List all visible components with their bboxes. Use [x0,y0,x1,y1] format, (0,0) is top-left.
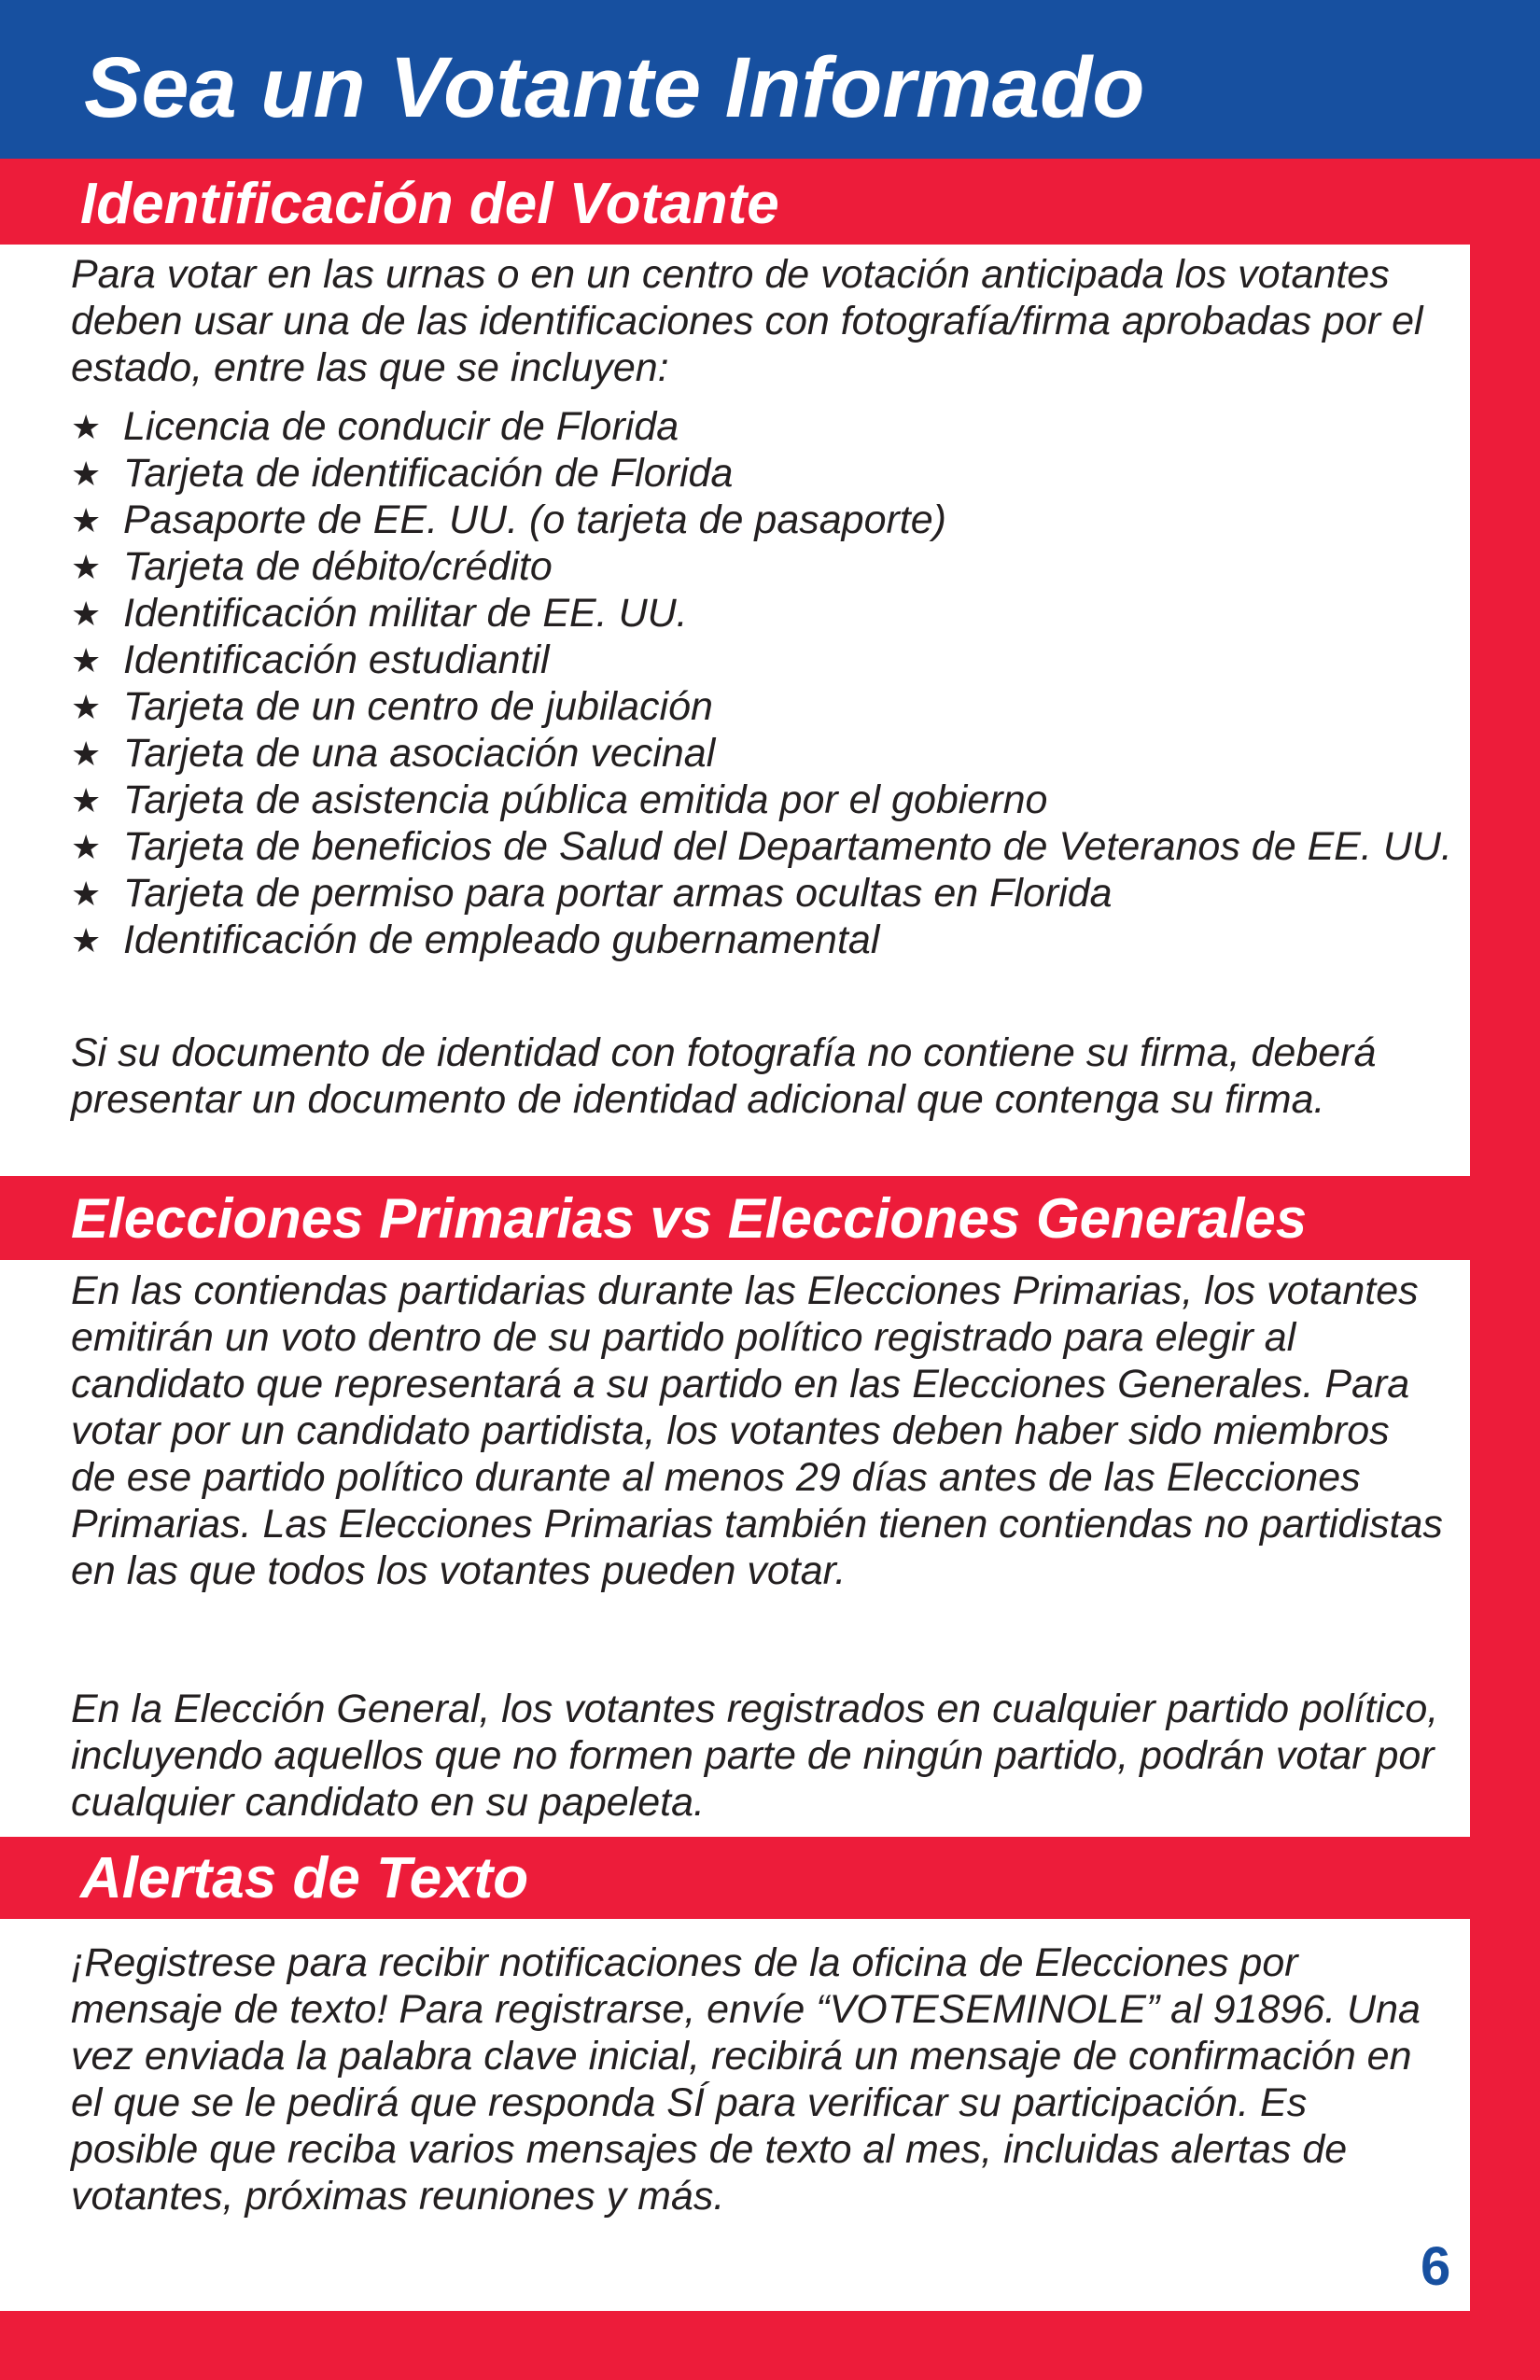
page-number: 6 [1421,2236,1451,2297]
star-icon: ★ [71,781,102,819]
list-item [71,590,1452,637]
alerts-paragraph: ¡Registrese para recibir notificaciones de la oficina de Elecciones por mensaje de texto! Para registrarse, envíe “VOTESEMINOLE” al 91896. Una vez enviada la palabra clave inicial, recibirá un mensaje de confirmación en el que se le pedirá que responda SÍ para verificar su participación. Es posible que reciba varios mensajes de texto al mes, incluidas alertas de votantes, próximas reuniones y más. [71,1940,1421,2219]
section-title-primaries: Elecciones Primarias vs Elecciones Generales [71,1187,1308,1250]
list-item-label: Tarjeta de débito/crédito [123,544,553,589]
list-item-label: Identificación militar de EE. UU. [123,591,688,636]
list-item-label: Tarjeta de identificación de Florida [123,451,734,496]
header-banner [0,0,1540,159]
star-icon: ★ [71,548,102,586]
list-item-label: Identificación de empleado gubernamental [123,917,880,962]
list-item-label: Tarjeta de beneficios de Salud del Departamento de Veteranos de EE. UU. [123,824,1452,869]
star-icon: ★ [71,455,102,493]
list-item [71,730,1452,777]
list-item [71,823,1452,870]
page-title: Sea un Votante Informado [84,40,1145,135]
list-item [71,917,1452,963]
list-item [71,403,1452,450]
section-title-voter-id: Identificación del Votante [80,172,779,236]
star-icon: ★ [71,408,102,446]
list-item-label: Pasaporte de EE. UU. (o tarjeta de pasaporte) [123,497,946,542]
list-item-label: Tarjeta de permiso para portar armas ocultas en Florida [123,871,1113,916]
primaries-paragraph-1: En las contiendas partidarias durante las Elecciones Primarias, los votantes emitirán un voto dentro de su partido político registrado para elegir al candidato que representará a su partido en las Elecciones Generales. Para votar por un candidato partidista, los votantes deben haber sido miembros de ese partido político durante al menos 29 días antes de las Elecciones Primarias. Las Elecciones Primarias también tienen contiendas no partidistas en las que todos los votantes pueden votar. [71,1268,1443,1593]
section-title-alerts: Alertas de Texto [80,1846,529,1911]
list-item [71,777,1452,823]
voter-id-note: Si su documento de identidad con fotografía no contiene su firma, deberá presentar un documento de identidad adicional que contenga su firma. [71,1030,1377,1122]
list-item [71,450,1452,497]
list-item-label: Licencia de conducir de Florida [123,404,679,449]
list-item-label: Tarjeta de asistencia pública emitida por el gobierno [123,777,1048,822]
star-icon: ★ [71,688,102,726]
list-item-label: Tarjeta de un centro de jubilación [123,684,713,729]
list-item [71,637,1452,683]
voter-id-intro: Para votar en las urnas o en un centro de votación anticipada los votantes deben usar una de las identificaciones con fotografía/firma aprobadas por el estado, entre las que se incluyen: [71,252,1423,390]
star-icon: ★ [71,595,102,633]
star-icon: ★ [71,641,102,679]
list-item-label: Tarjeta de una asociación vecinal [123,731,716,776]
list-item [71,683,1452,730]
star-icon: ★ [71,828,102,866]
star-icon: ★ [71,921,102,959]
list-item [71,870,1452,917]
primaries-paragraph-2: En la Elección General, los votantes registrados en cualquier partido político, incluyendo aquellos que no formen parte de ningún partido, podrán votar por cualquier candidato en su papeleta. [71,1687,1439,1825]
star-icon: ★ [71,501,102,539]
id-list [71,403,1452,963]
list-item [71,543,1452,590]
star-icon: ★ [71,875,102,913]
star-icon: ★ [71,735,102,773]
list-item [71,497,1452,543]
list-item-label: Identificación estudiantil [123,637,550,682]
